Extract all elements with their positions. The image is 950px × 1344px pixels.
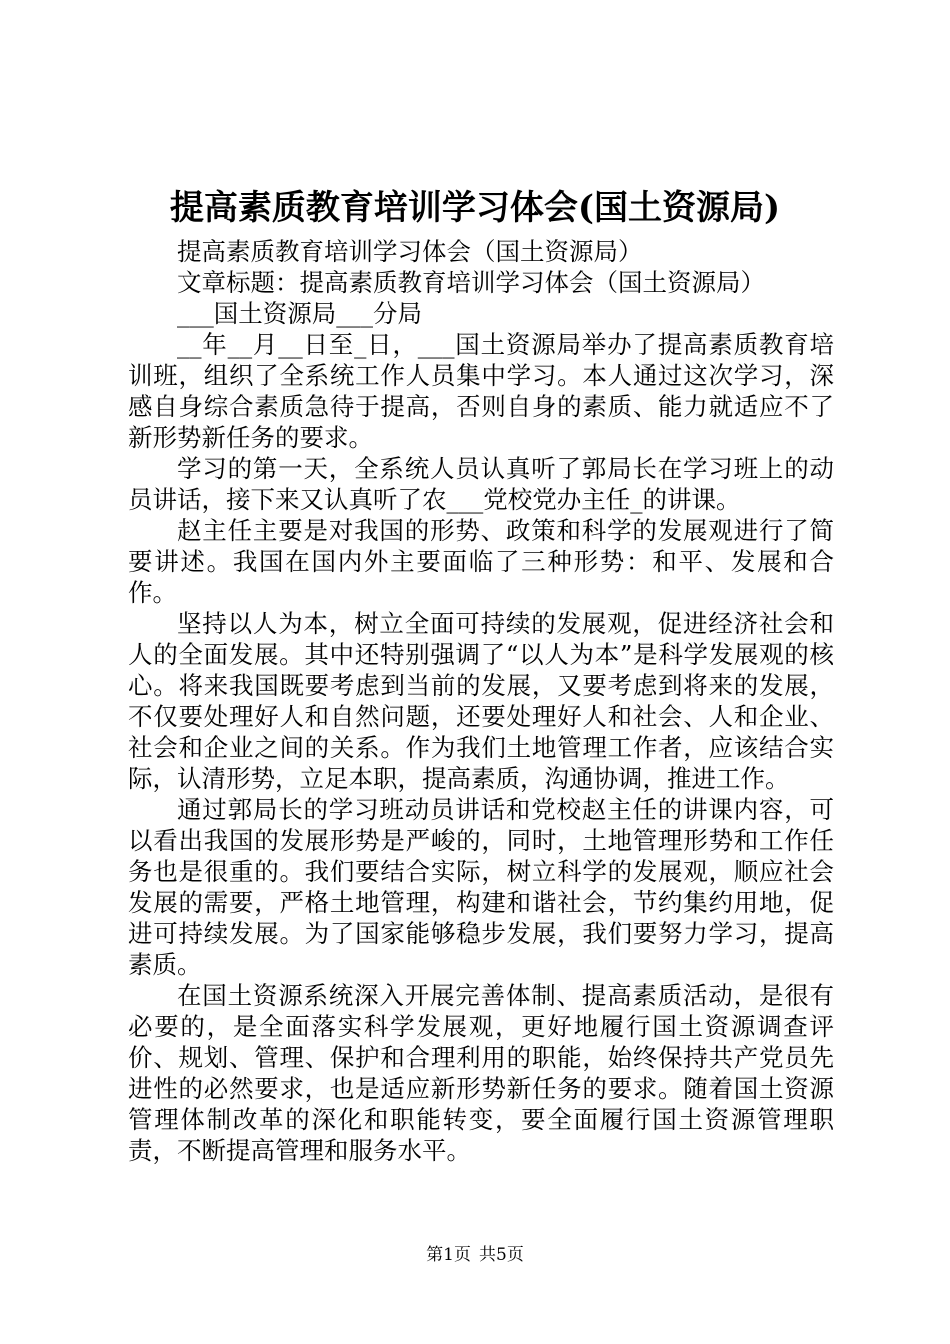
body-paragraph: 赵主任主要是对我国的形势、政策和科学的发展观进行了简要讲述。我国在国内外主要面临了三种形势：和平、发展和合作。 — [128, 516, 834, 607]
page-footer — [0, 1244, 950, 1266]
body-paragraph: 坚持以人为本，树立全面可持续的发展观，促进经济社会和人的全面发展。其中还特别强调了“以人为本”是科学发展观的核心。将来我国既要考虑到当前的发展，又要考虑到将来的发展，不仅要处理好人和自然问题，还要处理好人和社会、人和企业、社会和企业之间的关系。作为我们土地管理工作者，应该结合实际，认清形势，立足本职，提高素质，沟通协调，推进工作。 — [128, 609, 834, 793]
document-title: 提高素质教育培训学习体会(国土资源局) — [169, 188, 781, 228]
document-body — [128, 236, 834, 1166]
organization-line: ___国土资源局___分局 — [177, 299, 422, 328]
page-number: 第1页 — [426, 1245, 471, 1265]
subtitle-line: 提高素质教育培训学习体会（国土资源局） — [177, 237, 643, 266]
body-paragraph: __年__月__日至_日，___国土资源局举办了提高素质教育培训班，组织了全系统工作人员集中学习。本人通过这次学习，深感自身综合素质急待于提高，否则自身的素质、能力就适应不了新形势新任务的要求。 — [128, 330, 834, 452]
body-paragraph: 在国土资源系统深入开展完善体制、提高素质活动，是很有必要的，是全面落实科学发展观，更好地履行国土资源调查评价、规划、管理、保护和合理利用的职能，始终保持共产党员先进性的必然要求，也是适应新形势新任务的要求。随着国土资源管理体制改革的深化和职能转变，要全面履行国土资源管理职责，不断提高管理和服务水平。 — [128, 981, 834, 1165]
page-total: 共5页 — [479, 1245, 524, 1265]
body-paragraph: 通过郭局长的学习班动员讲话和党校赵主任的讲课内容，可以看出我国的发展形势是严峻的，同时，土地管理形势和工作任务也是很重的。我们要结合实际，树立科学的发展观，顺应社会发展的需要，严格土地管理，构建和谐社会，节约集约用地，促进可持续发展。为了国家能够稳步发展，我们要努力学习，提高素质。 — [128, 795, 834, 979]
body-paragraph: 学习的第一天，全系统人员认真听了郭局长在学习班上的动员讲话，接下来又认真听了农___党校党办主任_的讲课。 — [128, 454, 834, 514]
article-title-line: 文章标题：提高素质教育培训学习体会（国土资源局） — [177, 268, 765, 297]
